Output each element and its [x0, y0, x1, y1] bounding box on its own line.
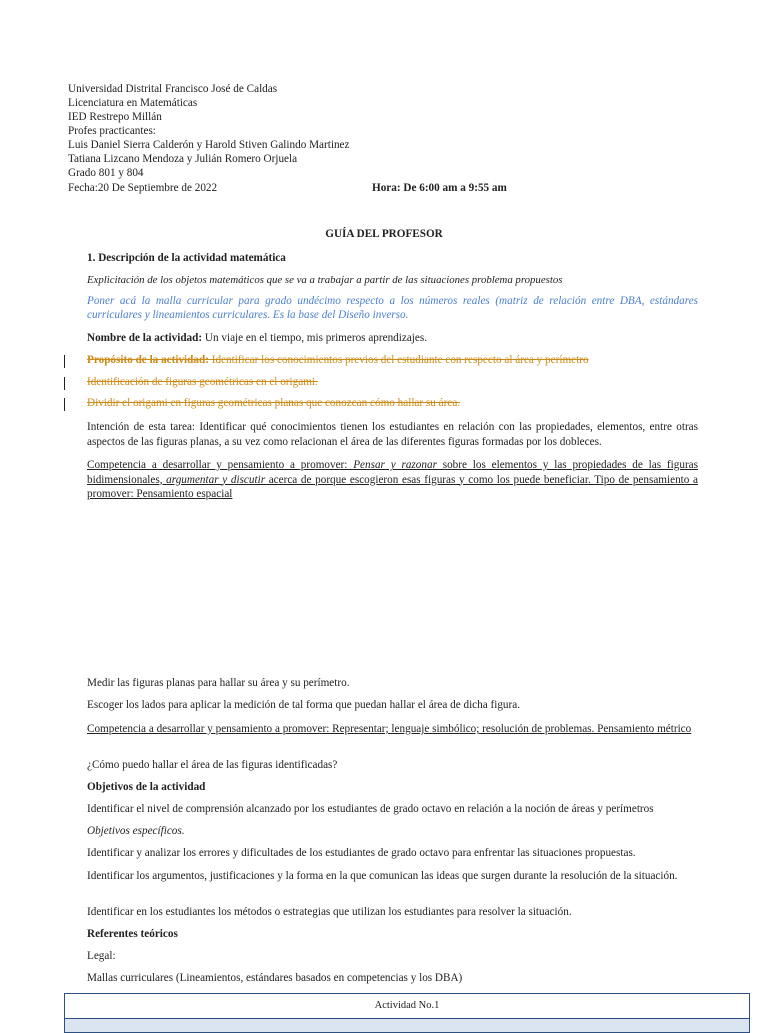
measure-step: Medir las figuras planas para hallar su área y su perímetro. [87, 677, 350, 689]
page-title: GUÍA DEL PROFESOR [325, 228, 443, 240]
objects-explanation: Explicitación de los objetos matemáticos que se va a trabajar a partir de las situaciones problema propuestos [87, 274, 563, 286]
specific-objective-1: Identificar y analizar los errores y dificultades de los estudiantes de grado octavo para enfrentar las situaciones propuestas. [87, 847, 636, 859]
teachers-line-1: Luis Daniel Sierra Calderón y Harold Stiven Galindo Martinez [68, 139, 350, 151]
teachers-label: Profes practicantes: [68, 125, 156, 137]
competence-1-part: Competencia a desarrollar y pensamiento a promover: [87, 459, 354, 471]
school-name: IED Restrepo Millán [68, 111, 162, 123]
competence-1 [87, 458, 698, 502]
activity-name-value: Un viaje en el tiempo, mis primeros aprendizajes. [202, 332, 428, 344]
struck-item-2: Dividir el origami en figuras geométricas planas que conozcan cómo hallar su área. [87, 397, 461, 409]
curricular-meshes: Mallas curriculares (Lineamientos, estándares basados en competencias y los DBA) [87, 972, 463, 984]
guiding-question: ¿Cómo puedo hallar el área de las figuras identificadas? [87, 759, 338, 771]
activity-table-caption: Actividad No.1 [374, 1000, 440, 1011]
competence-1-part: sobre los elementos y las propiedades de las figuras bidimensionales, [87, 459, 698, 486]
specific-objectives-heading: Objetivos específicos. [87, 825, 185, 837]
curriculum-note: Poner acá la malla curricular para grado undécimo respecto a los números reales (matriz de relación entre DBA, estándares curriculares y lineamientos curriculares. Es la base del Diseño inverso. [87, 295, 698, 321]
task-intention: Intención de esta tarea: Identificar qué conocimientos tienen los estudiantes en relación con las propiedades, elementos, entre otras aspectos de las figuras planas, a su vez como relacionan el área de las diferentes figuras formadas por los dobleces. [87, 421, 698, 448]
teachers-line-2: Tatiana Lizcano Mendoza y Julián Romero Orjuela [68, 153, 298, 165]
activity-name [87, 332, 427, 345]
activity-name-label: Nombre de la actividad: [87, 332, 203, 344]
revision-bar [64, 377, 65, 390]
activity-table-header-cell [65, 994, 749, 1019]
objectives-heading: Objetivos de la actividad [87, 781, 206, 793]
competence-2: Competencia a desarrollar y pensamiento a promover: Representar; lenguaje simbólico; resolución de problemas. Pensamiento métrico [87, 723, 692, 735]
activity-table [64, 993, 750, 1033]
choose-sides-step: Escoger los lados para aplicar la medición de tal forma que puedan hallar el área de dicha figura. [87, 699, 521, 711]
grade-line: Grado 801 y 804 [68, 167, 144, 179]
revision-bar [64, 398, 65, 411]
struck-item-1: Identificación de figuras geométricas en el origami. [87, 376, 318, 388]
general-objective: Identificar el nivel de comprensión alcanzado por los estudiantes de grado octavo en relación a la noción de áreas y perímetros [87, 803, 654, 815]
activity-purpose [87, 354, 589, 367]
references-heading: Referentes teóricos [87, 928, 178, 940]
specific-objective-3: Identificar en los estudiantes los métodos o estrategias que utilizan los estudiantes para resolver la situación. [87, 906, 572, 918]
university-name: Universidad Distrital Francisco José de Caldas [68, 83, 278, 95]
program-name: Licenciatura en Matemáticas [68, 97, 198, 109]
purpose-label: Propósito de la actividad: [87, 354, 209, 366]
revision-bar [64, 355, 65, 368]
competence-1-emphasis: Pensar y razonar [353, 459, 437, 471]
specific-objective-2: Identificar los argumentos, justificaciones y la forma en la que comunican las ideas que surgen durante la resolución de la situación. [87, 870, 678, 882]
competence-1-part: acerca de porque escogieron esas figuras y como los puede beneficiar. Tipo de pensamiento a promover: Pensamiento espacial [87, 473, 698, 500]
date-line: Fecha:20 De Septiembre de 2022 [68, 182, 218, 194]
purpose-value: Identificar los conocimientos previos del estudiante con respecto al área y perímetro [208, 354, 589, 366]
legal-label: Legal: [87, 950, 116, 962]
competence-1-emphasis: argumentar y discutir [166, 473, 266, 486]
section-1-heading: 1. Descripción de la actividad matemática [87, 252, 286, 264]
time-line: Hora: De 6:00 am a 9:55 am [372, 182, 507, 194]
